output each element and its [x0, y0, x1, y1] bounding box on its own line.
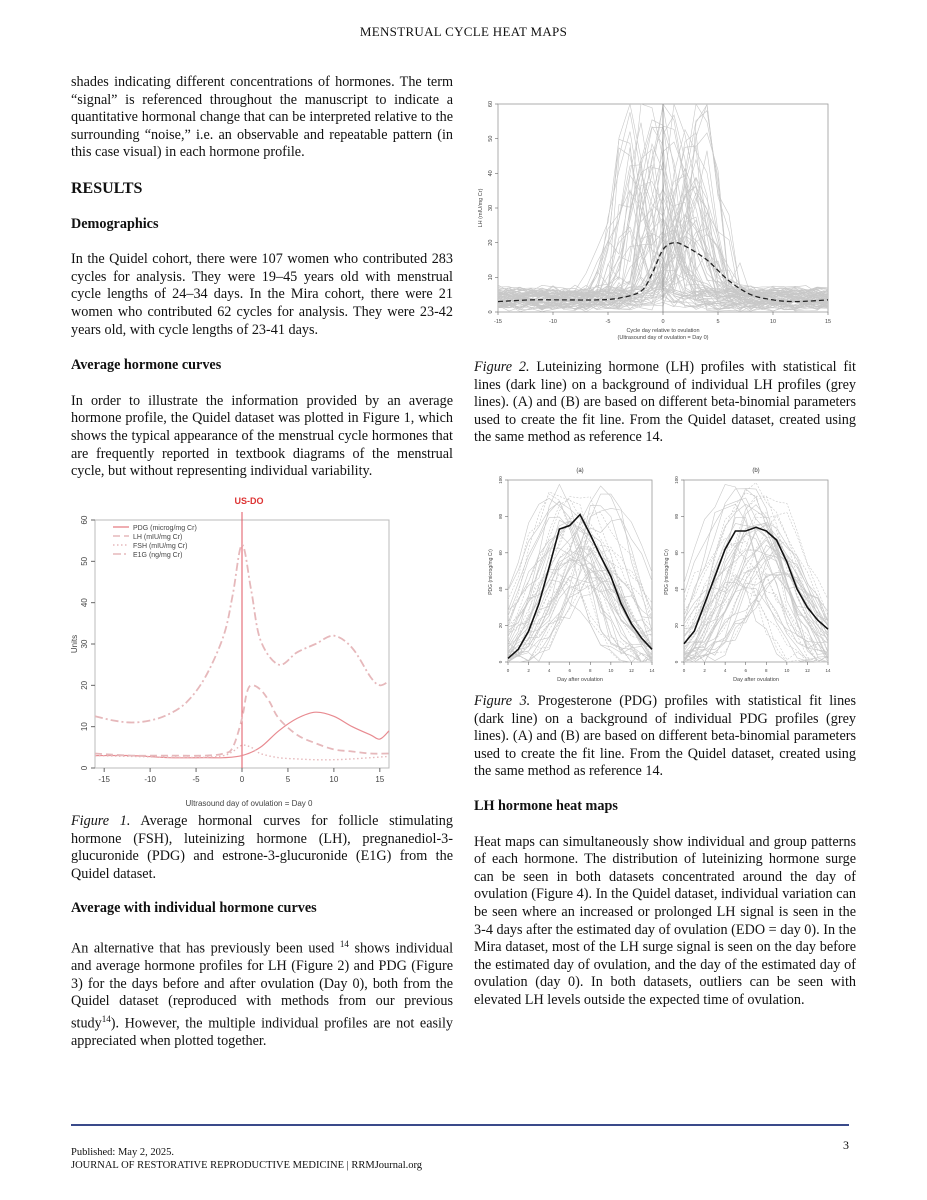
figure-3-chart [478, 462, 838, 688]
figure-3b-xtick-label: 2 [703, 668, 706, 673]
figure-1-ytick-label: 20 [80, 680, 89, 690]
lh-heat-maps-paragraph: Heat maps can simultaneously show individual and group patterns of each hormone. The distribution of luteinizing hormone surge can be seen in both datasets concentrated around the day of ovulation (Figure 4). In the Quidel dataset, individual variation can be seen where an increased or prolonged LH signal is seen in the 3-4 days after the estimated day of ovulation (EDO = day 0). In the Mira dataset, most of the LH surge signal is seen on the day before the estimated day of ovulation, and the day of the estimated day of ovulation (day 0). In both datasets, outliers can be seen with elevated LH levels outside the expected time of ovulation. [474, 833, 856, 1008]
figure-3a-individual-profile [508, 548, 652, 655]
figure-2-ytick-label: 20 [488, 239, 494, 246]
figure-3b-ytick-label: 80 [674, 513, 679, 519]
indiv-text-a: An alternative that has previously been used [71, 940, 340, 957]
figure-3b-xtick-label: 10 [784, 668, 790, 673]
figure-2-xtick-label: -5 [605, 319, 611, 325]
figure-2-xtick-label: 5 [716, 319, 720, 325]
figure-1-caption-text: Average hormonal curves for follicle stimulating hormone (FSH), luteinizing hormone (LH), pregnanediol-3-glucuronide (PDG) and estrone-3-glucuronide (E1G) from the Quidel dataset. [71, 813, 453, 882]
figure-2-xtick-label: -15 [494, 319, 502, 325]
figure-3a-ytick-label: 80 [498, 513, 503, 519]
paragraph-intro: shades indicating different concentrations of hormones. The term “signal” is referenced throughout the manuscript to indicate a quantitative hormonal change that can be interpreted relative to the surrounding “noise,” i.e. an observable and repeatable pattern (in this case visual) in each hormone profile. [71, 74, 453, 161]
indiv-text-c: ). However, the multiple individual profiles are not easily appreciated when plotted together. [71, 1015, 453, 1050]
figure-1-ytick-label: 0 [80, 765, 89, 771]
figure-1-ytick-label: 60 [80, 515, 89, 525]
average-curves-heading: Average hormone curves [71, 357, 222, 374]
figure-3a-title: (a) [576, 468, 584, 474]
figure-1-ytick-label: 30 [80, 639, 89, 649]
figure-1-caption [71, 813, 453, 883]
figure-3b-individual-profile [684, 513, 828, 661]
figure-2-label: Figure 2. [474, 359, 530, 375]
figure-3a-ytick-label: 60 [498, 550, 503, 556]
demographics-heading: Demographics [71, 215, 159, 232]
figure-2-ytick-label: 10 [488, 274, 494, 281]
figure-1-xtick-label: 15 [375, 775, 385, 784]
reference-14-b: 14 [101, 1013, 111, 1024]
figure-2-ytick-label: 50 [488, 135, 494, 142]
page-number: 3 [843, 1138, 849, 1152]
right-column-lower [474, 798, 856, 1010]
individual-curves-paragraph [71, 936, 453, 1051]
figure-1-legend-label: FSH (mIU/mg Cr) [133, 543, 188, 550]
figure-3a-xtick-label: 2 [527, 668, 530, 673]
figure-3b-xtick-label: 14 [825, 668, 831, 673]
figure-3b-ytick-label: 0 [674, 660, 679, 664]
figure-3a-xtick-label: 10 [608, 668, 614, 673]
figure-1-xlabel: Ultrasound day of ovulation = Day 0 [185, 799, 313, 808]
figure-2-xlabel-line-1: Cycle day relative to ovulation [626, 328, 700, 334]
published-date: Published: May 2, 2025. [71, 1147, 174, 1158]
figure-3a-ytick-label: 20 [498, 623, 503, 629]
figure-3a-ytick-label: 0 [498, 660, 503, 664]
figure-1-legend-label: PDG (microg/mg Cr) [133, 525, 197, 532]
reference-14-a: 14 [339, 938, 349, 949]
figure-2-xtick-label: 0 [661, 319, 665, 325]
indiv-text-b: shows individual and average hormone profiles for LH (Figure 2) and PDG (Figure 3) for the days before and after ovulation (Day 0), both from the Quidel dataset (reproduced with methods from our previous study [71, 940, 454, 1032]
figure-3a-xlabel: Day after ovulation [557, 677, 603, 683]
figure-2-ytick-label: 60 [488, 100, 494, 108]
figure-1-ytick-label: 50 [80, 556, 89, 566]
figure-2-ylabel: LH (mIU/mg Cr) [478, 188, 484, 228]
figure-3a-ytick-label: 100 [498, 476, 503, 484]
figure-1-ylabel: Units [70, 634, 79, 654]
figure-3b-xlabel: Day after ovulation [733, 677, 779, 683]
figure-3a-ytick-label: 40 [498, 586, 503, 592]
left-column-lower [71, 900, 453, 1051]
figure-3b-ylabel: PDG (microg/mg Cr) [664, 549, 670, 595]
figure-3a-individual-profile [508, 548, 652, 655]
figure-2-ytick-label: 0 [488, 310, 494, 314]
figure-3b-ytick-label: 60 [674, 550, 679, 556]
journal-name: JOURNAL OF RESTORATIVE REPRODUCTIVE MEDICINE | RRMJournal.org [71, 1160, 423, 1171]
figure-2-xtick-label: -10 [549, 319, 557, 325]
figure-3a-individual-profile [508, 519, 652, 654]
footer-rule [71, 1124, 849, 1126]
figure-1-label: Figure 1. [71, 813, 131, 829]
figure-2-ytick-label: 40 [488, 170, 494, 177]
figure-2-xtick-label: 10 [769, 319, 777, 325]
figure-2-xtick-label: 15 [824, 319, 832, 325]
figure-2-xlabel-line-2: (Ultrasound day of ovulation = Day 0) [617, 335, 709, 341]
figure-1-legend-label: E1G (ng/mg Cr) [133, 552, 183, 559]
figure-3b-individual-profile [684, 489, 828, 643]
figure-3-label: Figure 3. [474, 693, 531, 709]
figure-3b-ytick-label: 100 [674, 476, 679, 484]
figure-1-xtick-label: 10 [329, 775, 339, 784]
figure-3b-xtick-label: 4 [723, 668, 727, 673]
results-heading: RESULTS [71, 179, 143, 197]
figure-3-caption-text: Progesterone (PDG) profiles with statistical fit lines (dark line) on a background of individual PDG profiles (grey lines). (A) and (B) are based on different beta-binomial parameters used to create the fit line. From the Quidel dataset, created using the same method as reference 14. [474, 693, 857, 780]
figure-3-caption [474, 693, 856, 781]
figure-3b-xtick-label: 0 [682, 668, 686, 673]
figure-3a-xtick-label: 0 [506, 668, 510, 673]
figure-3b-xtick-label: 12 [804, 668, 810, 673]
figure-3b-title: (b) [752, 468, 760, 474]
figure-3b-xtick-label: 6 [744, 668, 747, 673]
figure-3a-ylabel: PDG (microg/mg Cr) [488, 549, 494, 595]
figure-3b-ytick-label: 20 [674, 623, 679, 629]
average-curves-paragraph: In order to illustrate the information provided by an average hormone profile, the Quidel dataset was plotted in Figure 1, which shows the typical appearance of the menstrual cycle hormones that are frequently reported in textbook diagrams of the menstrual cycle, but without representing individual variability. [71, 392, 453, 480]
figure-3a-individual-profile [508, 521, 652, 632]
figure-1-ytick-label: 40 [80, 598, 89, 608]
running-head: MENSTRUAL CYCLE HEAT MAPS [359, 24, 568, 39]
figure-1-ytick-label: 10 [80, 722, 89, 732]
figure-1-xtick-label: 5 [285, 775, 291, 784]
figure-3a-xtick-label: 12 [628, 668, 634, 673]
figure-1-xtick-label: 0 [239, 775, 245, 784]
figure-2-chart [478, 98, 838, 354]
figure-2-ytick-label: 30 [488, 204, 494, 212]
figure-1-xtick-label: -15 [98, 775, 110, 784]
figure-3b-xtick-label: 8 [765, 668, 768, 673]
publication-info [71, 1146, 422, 1172]
figure-3a-xtick-label: 8 [589, 668, 592, 673]
figure-1-xtick-label: -5 [192, 775, 200, 784]
figure-3b-ytick-label: 40 [674, 586, 679, 592]
figure-1-legend-label: LH (mIU/mg Cr) [133, 534, 183, 541]
figure-1-xtick-label: -10 [144, 775, 156, 784]
figure-2-caption [474, 359, 856, 447]
figure-1-title: US-DO [234, 496, 264, 506]
individual-curves-heading: Average with individual hormone curves [71, 900, 317, 916]
left-column [71, 74, 453, 481]
figure-3a-xtick-label: 14 [649, 668, 655, 673]
figure-3a-xtick-label: 6 [568, 668, 571, 673]
demographics-paragraph: In the Quidel cohort, there were 107 women who contributed 283 cycles for analysis. They were 19–45 years old with menstrual cycle lengths of 24–34 days. In the Mira cohort, there were 21 women who contributed 62 cycles for analysis. They were 23-42 years old, with cycle lengths of 23-41 days. [71, 251, 453, 338]
figure-3a-xtick-label: 4 [547, 668, 551, 673]
figure-1-chart [71, 492, 397, 812]
figure-2-caption-text: Luteinizing hormone (LH) profiles with statistical fit lines (dark line) on a background of individual LH profiles (grey lines). (A) and (B) are based on different beta-binomial parameters used to create the fit line. From the Quidel dataset, created using the same method as reference 14. [474, 359, 857, 446]
lh-heat-maps-heading: LH hormone heat maps [474, 798, 618, 814]
